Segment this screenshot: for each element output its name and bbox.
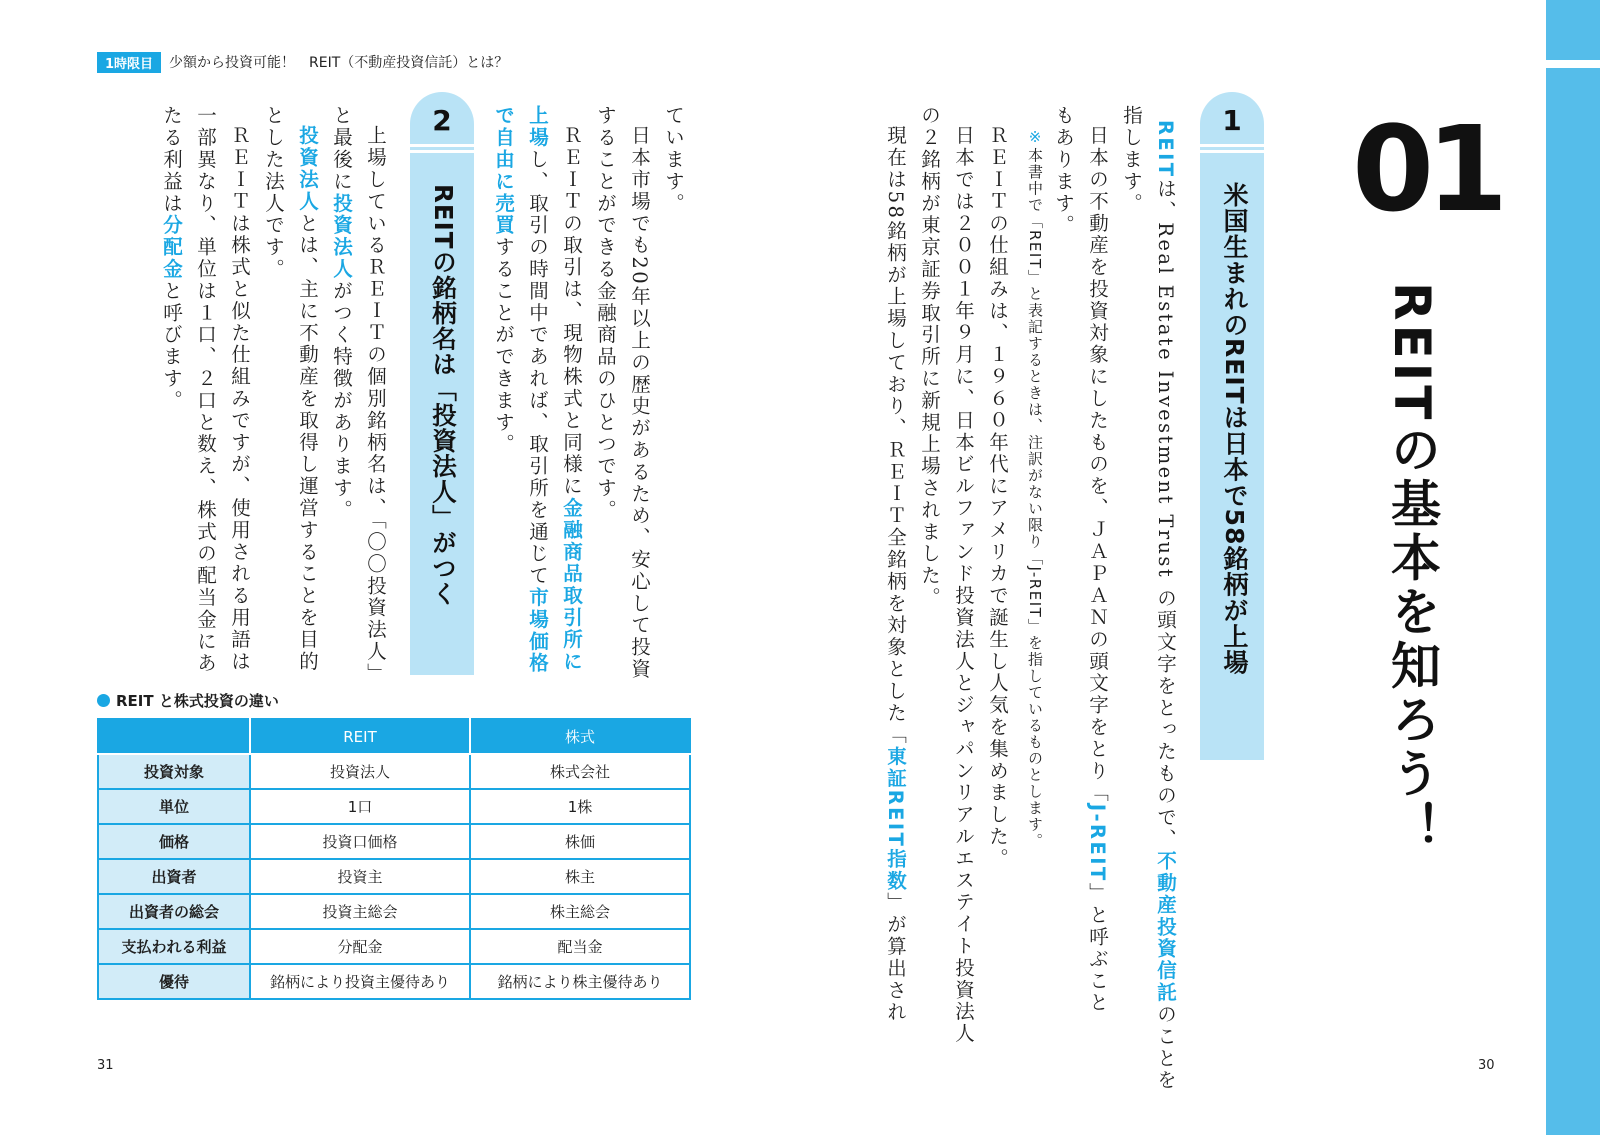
chapter-side-tab xyxy=(1546,0,1600,1135)
row-label: 投資対象 xyxy=(98,754,250,789)
section2-divider-top xyxy=(410,144,474,147)
header-title: 少額から投資可能！ REIT（不動産投資信託）とは？ xyxy=(169,55,509,71)
row-label: 出資者 xyxy=(98,859,250,894)
s2-line-8 xyxy=(290,125,324,673)
note-text: 本書中で「REIT」と表記するときは、注訳がない限り「J-REIT」を指しているものとします。 xyxy=(1026,147,1044,850)
lesson-badge: 1時限目 xyxy=(97,52,161,73)
chapter-title: REITの基本を知ろう！ xyxy=(1383,282,1441,856)
s2-line-9: とした法人です。 xyxy=(262,105,285,281)
term-exchange: 金融商品取引所に xyxy=(560,497,583,673)
s2-text: と最後に xyxy=(330,105,353,193)
term-investment-corp-2: 投資法人 xyxy=(296,125,319,213)
s1-text: 」と呼ぶこと xyxy=(1086,882,1109,1014)
s2-line-10: ＲＥＩＴは株式と似た仕組みですが、使用される用語は xyxy=(228,125,251,673)
term-j-reit: J-REIT xyxy=(1086,803,1109,883)
table-header-cell: REIT xyxy=(250,719,470,754)
s1-text: 日本の不動産を投資対象にしたものを、ＪＡＰＡＮの頭文字をとり「 xyxy=(1086,125,1109,804)
s2-cont-line: ています。 xyxy=(662,105,685,215)
term-reit: REIT xyxy=(1154,120,1177,179)
row-label: 価格 xyxy=(98,824,250,859)
section1-number: 1 xyxy=(1222,104,1242,137)
row-label: 支払われる利益 xyxy=(98,929,250,964)
s2-line-11: 一部異なり、単位は１口、２口と数え、株式の配当金にあ xyxy=(194,105,217,675)
row-label: 出資者の総会 xyxy=(98,894,250,929)
s1-line-5: ＲＥＩＴの仕組みは、１９６０年代にアメリカで誕生し人気を集めました。 xyxy=(986,125,1009,870)
table-cell: 株価 xyxy=(470,824,690,859)
page-number-left: 31 xyxy=(97,1058,114,1073)
table-row xyxy=(98,824,690,859)
table-row xyxy=(98,964,690,999)
s1-text: 現在は58銘柄が上場しており、ＲＥＩＴ全銘柄を対象とした「 xyxy=(884,125,907,746)
s2-text: とは、主に不動産を取得し運営することを目的 xyxy=(296,212,319,673)
s1-line-8 xyxy=(878,125,912,1023)
s2-line-6: 上場しているＲＥＩＴの個別銘柄名は、「〇〇投資法人」 xyxy=(364,125,387,685)
section1-heading: 米国生まれのREITは日本で58銘柄が上場 xyxy=(1220,182,1249,676)
side-tab-notch xyxy=(1546,60,1600,68)
s1-line-7: の２銘柄が東京証券取引所に新規上場されました。 xyxy=(918,105,941,609)
table-cell: 分配金 xyxy=(250,929,470,964)
table-cell: 銘柄により投資主優待あり xyxy=(250,964,470,999)
row-label: 優待 xyxy=(98,964,250,999)
s2-line-2: することができる金融商品のひとつです。 xyxy=(594,105,617,522)
table-row xyxy=(98,789,690,824)
section1-divider-bottom xyxy=(1200,150,1264,153)
term-tse-reit-index: 東証REIT指数 xyxy=(884,745,907,893)
s1-text: は、Real Estate Investment Trust の頭文字をとったもので、 xyxy=(1154,178,1177,851)
table-row xyxy=(98,859,690,894)
table-cell: 1株 xyxy=(470,789,690,824)
s1-line-1 xyxy=(1148,120,1182,1091)
s2-text: がつく特徴があります。 xyxy=(330,280,353,522)
table-row xyxy=(98,929,690,964)
term-real-estate-trust: 不動産投資信託 xyxy=(1154,850,1177,1004)
table-cell: 投資主 xyxy=(250,859,470,894)
table-cell: 投資口価格 xyxy=(250,824,470,859)
s1-line-3 xyxy=(1080,125,1114,1014)
section2-number: 2 xyxy=(432,104,452,137)
s2-line-12 xyxy=(154,105,188,412)
table-cell: 1口 xyxy=(250,789,470,824)
s2-text: し、取引の時間中であれば、取引所を通じて xyxy=(526,148,549,587)
s2-line-4 xyxy=(520,105,554,674)
term-market-price: 市場価格 xyxy=(526,586,549,675)
reit-vs-stock-table xyxy=(97,718,691,1000)
bullet-dot-icon xyxy=(97,694,110,707)
s2-text: と呼びます。 xyxy=(160,280,183,412)
section2-heading: REITの銘柄名は「投資法人」がつく xyxy=(429,184,458,607)
table-cell: 株式会社 xyxy=(470,754,690,789)
section1-heading-box xyxy=(1200,92,1264,760)
term-investment-corp: 投資法人 xyxy=(330,192,353,281)
table-cell: 銘柄により株主優待あり xyxy=(470,964,690,999)
s1-note xyxy=(1018,128,1052,849)
section2-divider-bottom xyxy=(410,150,474,153)
s1-line-6: 日本では２００１年９月に、日本ビルファンド投資法人とジャパンリアルエステイト投資法人 xyxy=(952,125,975,1045)
s2-text: たる利益は xyxy=(160,105,183,215)
term-distribution: 分配金 xyxy=(160,214,183,281)
term-free-trading: で自由に売買 xyxy=(492,105,515,237)
chapter-number: 01 xyxy=(1352,100,1501,238)
row-label: 単位 xyxy=(98,789,250,824)
note-mark: ※ xyxy=(1026,128,1044,148)
s1-line-4: もあります。 xyxy=(1052,105,1075,237)
table-caption-text: REIT と株式投資の違い xyxy=(116,692,279,710)
table-header-row xyxy=(98,719,690,754)
table-caption xyxy=(97,690,279,711)
table-row xyxy=(98,754,690,789)
section1-divider-top xyxy=(1200,144,1264,147)
s1-text: 」が算出され xyxy=(884,892,907,1024)
table-cell: 株主 xyxy=(470,859,690,894)
s2-line-1: 日本市場でも20年以上の歴史があるため、安心して投資 xyxy=(628,125,651,681)
table-header-cell: 株式 xyxy=(470,719,690,754)
term-listed: 上場 xyxy=(526,105,549,149)
s1-line-2: 指します。 xyxy=(1120,105,1143,215)
running-header xyxy=(97,50,508,74)
s2-line-7 xyxy=(324,105,358,521)
table-cell: 投資主総会 xyxy=(250,894,470,929)
table-header-cell xyxy=(98,719,250,754)
table-cell: 投資法人 xyxy=(250,754,470,789)
s2-text: することができます。 xyxy=(492,236,515,456)
s2-text: ＲＥＩＴの取引は、現物株式と同様に xyxy=(560,125,583,498)
s2-line-5 xyxy=(486,105,520,455)
table-cell: 配当金 xyxy=(470,929,690,964)
table-row xyxy=(98,894,690,929)
s2-line-3 xyxy=(554,125,588,673)
page-number-right: 30 xyxy=(1478,1058,1495,1073)
table-cell: 株主総会 xyxy=(470,894,690,929)
section2-heading-box xyxy=(410,92,474,675)
s1-text: のことを xyxy=(1154,1003,1177,1092)
